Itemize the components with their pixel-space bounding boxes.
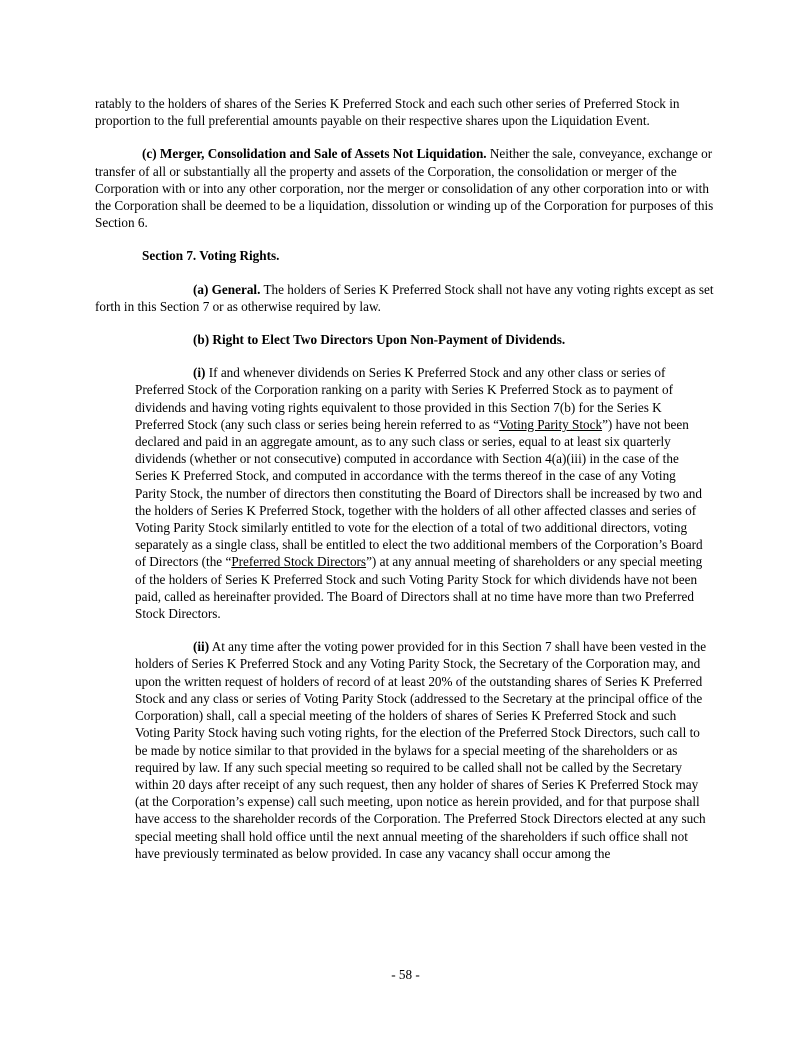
- document-content: [95, 95, 720, 878]
- clause-i-marker: (i): [193, 365, 206, 381]
- heading-section-7-voting-rights: [95, 247, 720, 264]
- heading-text: (b) Right to Elect Two Directors Upon Non-Payment of Dividends.: [193, 332, 566, 348]
- paragraph-text: If and whenever dividends on Series K Preferred Stock and any other class or series of Preferred Stock of the Corporation ranking on a parity with Series K Preferred Stock as to payment of dividends and having voting rights equivalent to those provided in this Section 7(b) for the Series K Preferred Stock (any such class or series being herein referred to as “: [135, 365, 673, 432]
- heading-clause-b-right-to-elect: [95, 331, 720, 348]
- paragraph-c-merger-consolidation: [95, 145, 720, 231]
- defined-term-preferred-stock-directors: Preferred Stock Directors: [231, 554, 367, 570]
- paragraph-text: ”) at any annual meeting of shareholders or any special meeting of the holders of Series K Preferred Stock and such Voting Parity Stock for which dividends have not been paid, called as hereinafter provided. The Board of Directors shall at no time have more than two Preferred Stock Directors.: [135, 554, 703, 622]
- clause-a-title: (a) General.: [193, 281, 261, 297]
- defined-term-voting-parity-stock: Voting Parity Stock: [498, 416, 603, 432]
- clause-ii-marker: (ii): [193, 639, 210, 655]
- paragraph-a-general: [95, 281, 720, 315]
- paragraph-text: The holders of Series K Preferred Stock shall not have any voting rights except as set forth in this Section 7 or as otherwise required by law.: [95, 281, 714, 314]
- page-number: - 58 -: [391, 967, 420, 982]
- clause-c-title: (c) Merger, Consolidation and Sale of Assets Not Liquidation.: [142, 146, 487, 162]
- paragraph-text: ”) have not been declared and paid in an aggregate amount, as to any such class or series, equal to at least six quarterly dividends (whether or not consecutive) computed in accordance with Section 4(a)(iii) in the case of the Series K Preferred Stock, and computed in accordance with the terms thereof in the case of any Voting Parity Stock, the number of directors then constituting the Board of Directors shall be increased by two and the holders of Series K Preferred Stock, together with the holders of all other affected classes and series of Voting Parity Stock similarly entitled to vote for the election of a total of two additional directors, voting separately as a single class, shall be entitled to elect the two additional members of the Corporation’s Board of Directors (the “: [135, 416, 703, 570]
- paragraph-liquidation-continuation: [95, 95, 720, 129]
- paragraph-clause-ii: [135, 638, 710, 862]
- paragraph-text: At any time after the voting power provided for in this Section 7 shall have been vested in the holders of Series K Preferred Stock and any Voting Parity Stock, the Secretary of the Corporation may, and upon the written request of holders of record of at least 20% of the outstanding shares of Series K Preferred Stock and any class or series of Voting Parity Stock (addressed to the Secretary at the principal office of the Corporation) shall, call a special meeting of the holders of shares of Series K Preferred Stock and such Voting Parity Stock having such voting rights, for the election of the Preferred Stock Directors, such call to be made by notice similar to that provided in the bylaws for a special meeting of the shareholders or as required by law. If any such special meeting so required to be called shall not be called by the Secretary within 20 days after receipt of any such request, then any holder of shares of Series K Preferred Stock may (at the Corporation’s expense) call such meeting, upon notice as herein provided, and for that purpose shall have access to the shareholder records of the Corporation. The Preferred Stock Directors elected at any such special meeting shall hold office until the next annual meeting of the shareholders if such office shall not have previously terminated as below provided. In case any vacancy shall occur among the: [135, 639, 707, 861]
- paragraph-clause-i: [135, 364, 710, 622]
- heading-text: Section 7. Voting Rights.: [142, 248, 280, 264]
- paragraph-text: ratably to the holders of shares of the Series K Preferred Stock and each such other series of Preferred Stock in proportion to the full preferential amounts payable on their respective shares upon the Liquidation Event.: [95, 96, 680, 129]
- paragraph-text: Neither the sale, conveyance, exchange or transfer of all or substantially all the property and assets of the Corporation, the consolidation or merger of the Corporation with or into any other corporation, nor the merger or consolidation of any other corporation into or with the Corporation shall be deemed to be a liquidation, dissolution or winding up of the Corporation for purposes of this Section 6.: [95, 146, 714, 231]
